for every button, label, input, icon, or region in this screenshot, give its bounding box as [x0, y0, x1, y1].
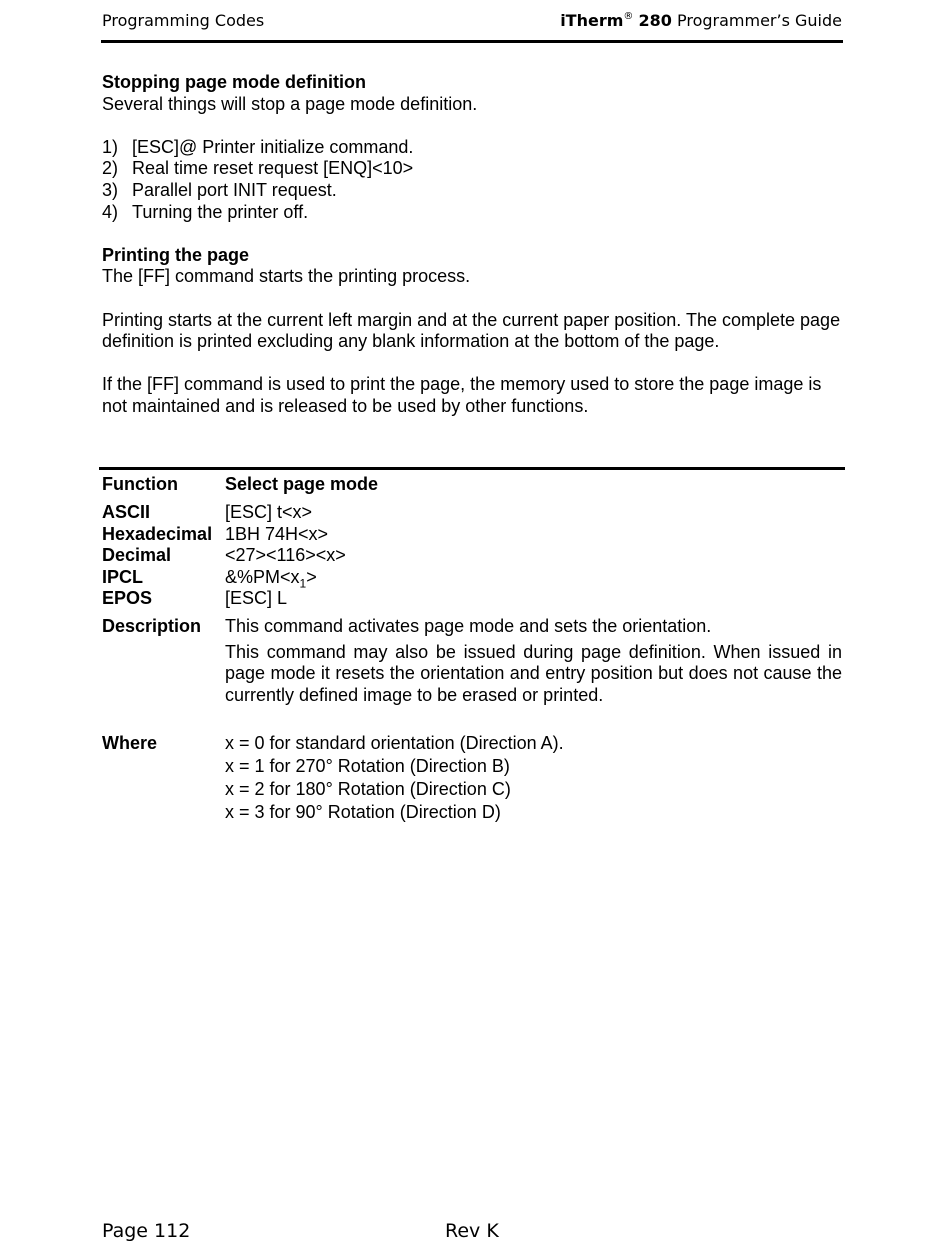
where-line: x = 1 for 270° Rotation (Direction B) [225, 756, 510, 777]
description-paragraph-1: This command activates page mode and sets the orientation. [225, 615, 712, 636]
stop-list [102, 137, 844, 223]
ipcl-label: IPCL [102, 566, 144, 587]
ascii-label: ASCII [102, 502, 151, 522]
epos-value: [ESC] L [225, 588, 288, 609]
header-guide: Programmer’s Guide [676, 11, 842, 30]
stop-intro: Several things will stop a page mode definition. [102, 93, 478, 114]
stop-heading: Stopping page mode definition [102, 72, 366, 92]
command-table [102, 472, 842, 824]
page-footer [102, 1220, 499, 1242]
list-item: 2) Real time reset request [ENQ]<10> [102, 158, 414, 179]
list-item: 1) [ESC]@ Printer initialize command. [102, 136, 414, 157]
header-section-title: Programming Codes [102, 11, 265, 30]
decimal-value: <27><116><x> [225, 545, 346, 566]
header-guide-title [560, 11, 842, 30]
function-label: Function [102, 474, 178, 494]
where-label: Where [102, 733, 158, 754]
hex-label: Hexadecimal [102, 523, 213, 544]
description-label: Description [102, 615, 202, 636]
where-line: x = 3 for 90° Rotation (Direction D) [225, 802, 501, 823]
revision-label: Rev K [445, 1220, 499, 1242]
where-line: x = 2 for 180° Rotation (Direction C) [225, 779, 511, 800]
ascii-value: [ESC] t<x> [225, 502, 313, 522]
list-item: 3) Parallel port INIT request. [102, 179, 337, 200]
hex-value: 1BH 74H<x> [225, 523, 329, 544]
description-row [102, 616, 842, 706]
page-number: Page 112 [102, 1220, 191, 1242]
decimal-row [102, 545, 842, 567]
print-paragraph-2: Printing starts at the current left margin and at the current paper position. The complete page definition is printed excluding any blank information at the bottom of the page. [102, 309, 841, 352]
print-heading: Printing the page [102, 244, 250, 265]
page-header [102, 9, 842, 33]
function-value: Select page mode [225, 474, 379, 494]
ipcl-row [102, 567, 842, 589]
decimal-label: Decimal [102, 545, 172, 566]
description-paragraph-2: This command may also be issued during page definition. When issued in page mode it resets the orientation and entry position but does not cause the currently defined image to be erased or printed. [225, 641, 842, 705]
ascii-row [102, 502, 842, 524]
list-item: 4) Turning the printer off. [102, 201, 309, 222]
epos-label: EPOS [102, 588, 153, 609]
print-paragraph-1: The [FF] command starts the printing process. [102, 266, 471, 287]
function-row [102, 472, 842, 500]
table-rule [99, 467, 845, 470]
header-rule [101, 40, 843, 43]
print-paragraph-3: If the [FF] command is used to print the page, the memory used to store the page image is not maintained and is released to be used by other functions. [102, 374, 822, 416]
epos-row [102, 588, 842, 610]
header-model: 280 [638, 11, 672, 30]
ipcl-value: $\&\%PM<x_1>$ [225, 566, 317, 591]
registered-mark: ® [623, 11, 634, 22]
where-line: x = 0 for standard orientation (Direction A). [225, 733, 564, 754]
header-brand: iTherm [560, 11, 624, 30]
body-text [102, 72, 844, 418]
where-row [102, 732, 842, 824]
hex-row [102, 524, 842, 546]
